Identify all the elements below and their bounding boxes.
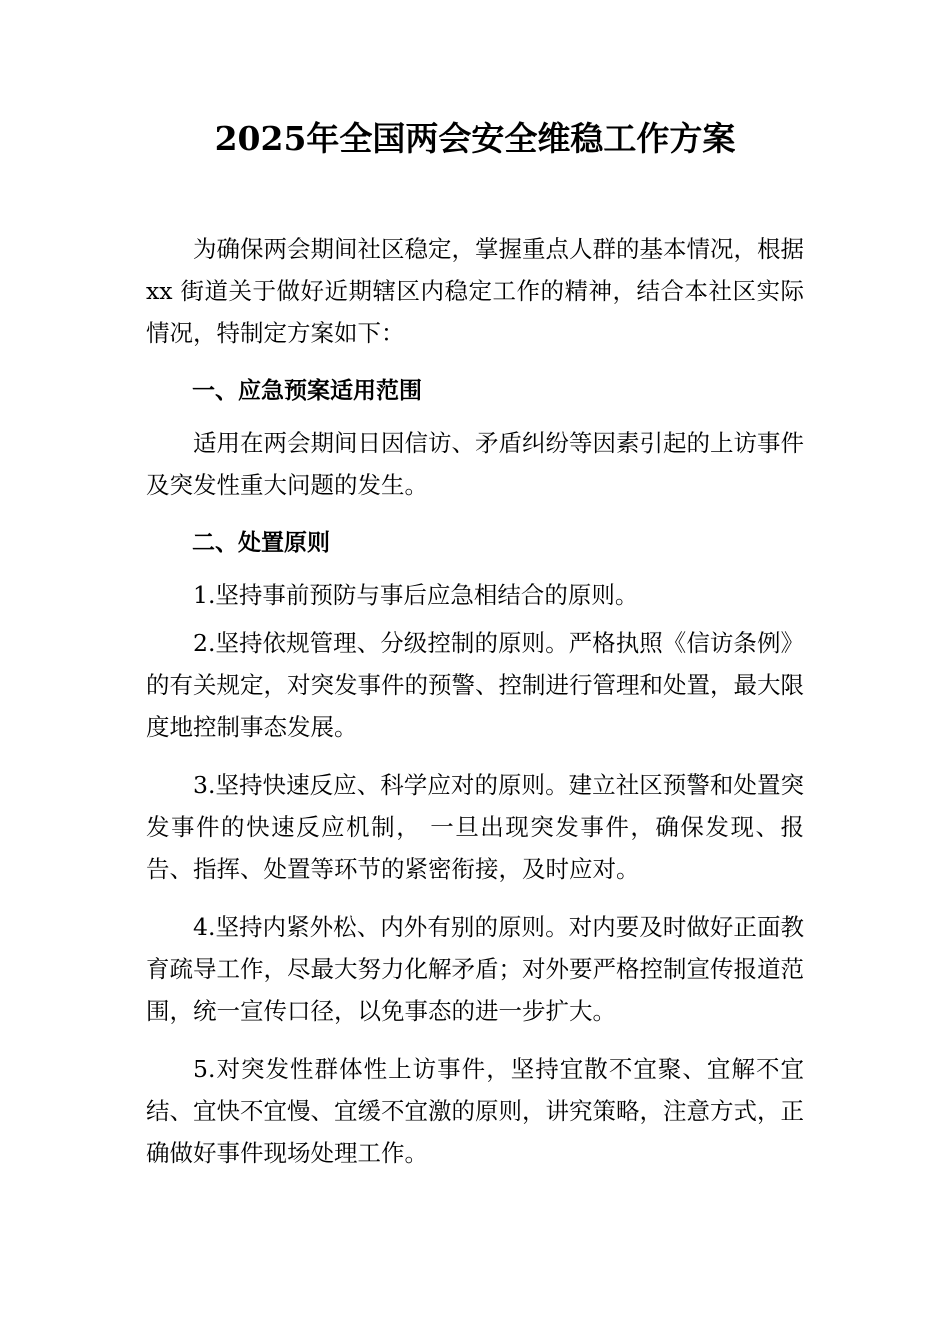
section2-heading: 二、处置原则 bbox=[192, 530, 330, 556]
principle-item-1: 1.坚持事前预防与事后应急相结合的原则。 bbox=[193, 581, 639, 609]
principle-item-3: 3.坚持快速反应、科学应对的原则。建立社区预警和处置突发事件的快速反应机制， 一旦出现突发事件，确保发现、报告、指挥、处置等环节的紧密衔接，及时应对。 bbox=[146, 771, 804, 883]
principle-item-5: 5.对突发性群体性上访事件，坚持宜散不宜聚、宜解不宜结、宜快不宜慢、宜缓不宜激的原则，讲究策略，注意方式，正确做好事件现场处理工作。 bbox=[146, 1055, 804, 1167]
document-title: 2025年全国两会安全维稳工作方案 bbox=[214, 119, 736, 158]
principle-item-2: 2.坚持依规管理、分级控制的原则。严格执照《信访条例》的有关规定，对突发事件的预警、控制进行管理和处置，最大限度地控制事态发展。 bbox=[146, 629, 804, 741]
section1-heading: 一、应急预案适用范围 bbox=[192, 378, 422, 404]
principle-item-4: 4.坚持内紧外松、内外有别的原则。对内要及时做好正面教育疏导工作，尽最大努力化解矛盾；对外要严格控制宣传报道范围，统一宣传口径，以免事态的进一步扩大。 bbox=[146, 913, 804, 1025]
section1-paragraph: 适用在两会期间日因信访、矛盾纠纷等因素引起的上访事件及突发性重大问题的发生。 bbox=[146, 429, 804, 499]
document-body bbox=[146, 228, 804, 1190]
intro-paragraph: 为确保两会期间社区稳定，掌握重点人群的基本情况，根据 xx 街道关于做好近期辖区内稳定工作的精神，结合本社区实际情况，特制定方案如下： bbox=[146, 235, 804, 347]
